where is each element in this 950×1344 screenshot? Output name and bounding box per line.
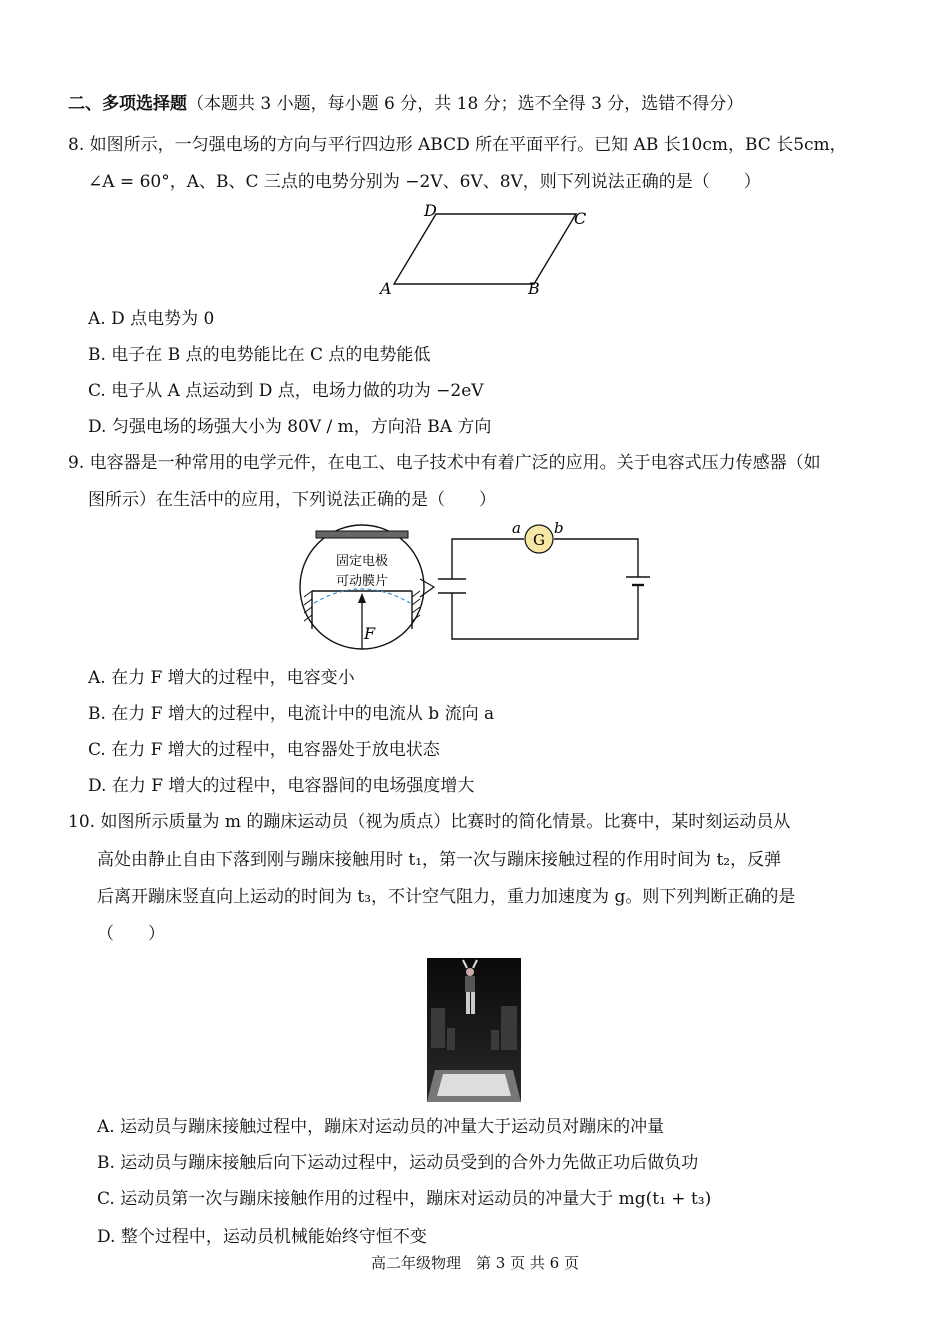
q8-stem-line2: ∠A = 60°，A、B、C 三点的电势分别为 −2V、6V、8V，则下列说法正确的是（ ） [88, 172, 761, 192]
circuit [438, 539, 650, 639]
parallelogram-abcd [394, 214, 576, 284]
q8-stem-line1: 8. 如图所示，一匀强电场的方向与平行四边形 ABCD 所在平面平行。已知 AB 长10cm，BC 长5cm， [68, 135, 847, 155]
trampoline-photo [427, 958, 521, 1102]
vertex-label-a: A [380, 279, 392, 298]
vertex-label-c: C [574, 209, 587, 228]
galvanometer-label: G [533, 531, 545, 549]
terminal-label-b: b [554, 519, 564, 537]
page-footer: 高二年级物理 第 3 页 共 6 页 [371, 1254, 579, 1272]
parallelogram-figure [370, 196, 600, 300]
q10-option-d[interactable]: D. 整个过程中，运动员机械能始终守恒不变 [97, 1227, 427, 1247]
trampoline-bed [437, 1074, 511, 1096]
vertex-label-b: B [528, 279, 540, 298]
q8-option-b[interactable]: B. 电子在 B 点的电势能比在 C 点的电势能低 [88, 345, 431, 365]
movable-film-label: 可动膜片 [335, 574, 389, 589]
q9-option-a[interactable]: A. 在力 F 增大的过程中，电容变小 [88, 668, 355, 688]
q10-stem-line1: 10. 如图所示质量为 m 的蹦床运动员（视为质点）比赛时的简化情景。比赛中，某时刻运动员从 [68, 812, 791, 832]
q10-stem-line2: 高处由静止自由下落到刚与蹦床接触用时 t₁，第一次与蹦床接触过程的作用时间为 t₂，反弹 [97, 850, 782, 870]
section-note: （本题共 3 小题，每小题 6 分，共 18 分；选不全得 3 分，选错不得分） [187, 94, 744, 114]
q10-option-c[interactable]: C. 运动员第一次与蹦床接触作用的过程中，蹦床对运动员的冲量大于 mg(t₁ + t₃) [97, 1189, 712, 1209]
q9-stem-line1: 9. 电容器是一种常用的电学元件，在电工、电子技术中有着广泛的应用。关于电容式压力传感器（如 [68, 453, 821, 473]
fixed-electrode-label: 固定电极 [335, 554, 389, 569]
q8-option-d[interactable]: D. 匀强电场的场强大小为 80V / m，方向沿 BA 方向 [88, 417, 492, 437]
q10-option-b[interactable]: B. 运动员与蹦床接触后向下运动过程中，运动员受到的合外力先做正功后做负功 [97, 1153, 699, 1173]
magnified-sensor-circle [300, 525, 424, 649]
q10-stem-line3: 后离开蹦床竖直向上运动的时间为 t₃，不计空气阻力，重力加速度为 g。则下列判断正确的是 [97, 887, 796, 907]
q8-option-a[interactable]: A. D 点电势为 0 [88, 309, 215, 329]
terminal-label-a: a [512, 519, 521, 537]
callout-pointer [420, 579, 434, 597]
q8-option-c[interactable]: C. 电子从 A 点运动到 D 点，电场力做的功为 −2eV [88, 381, 484, 401]
capacitor-sensor-figure [292, 517, 652, 657]
vertex-label-d: D [424, 201, 437, 220]
q9-option-d[interactable]: D. 在力 F 增大的过程中，电容器间的电场强度增大 [88, 776, 475, 796]
q10-stem-line4: （ ） [97, 924, 165, 944]
section-title: 二、多项选择题 [68, 94, 187, 114]
q9-option-c[interactable]: C. 在力 F 增大的过程中，电容器处于放电状态 [88, 740, 440, 760]
fixed-electrode [316, 531, 408, 538]
q9-option-b[interactable]: B. 在力 F 增大的过程中，电流计中的电流从 b 流向 a [88, 704, 495, 724]
q9-stem-line2: 图所示）在生活中的应用，下列说法正确的是（ ） [88, 490, 496, 510]
q10-option-a[interactable]: A. 运动员与蹦床接触过程中，蹦床对运动员的冲量大于运动员对蹦床的冲量 [97, 1117, 665, 1137]
force-label: F [364, 624, 376, 643]
section-header [68, 92, 743, 116]
